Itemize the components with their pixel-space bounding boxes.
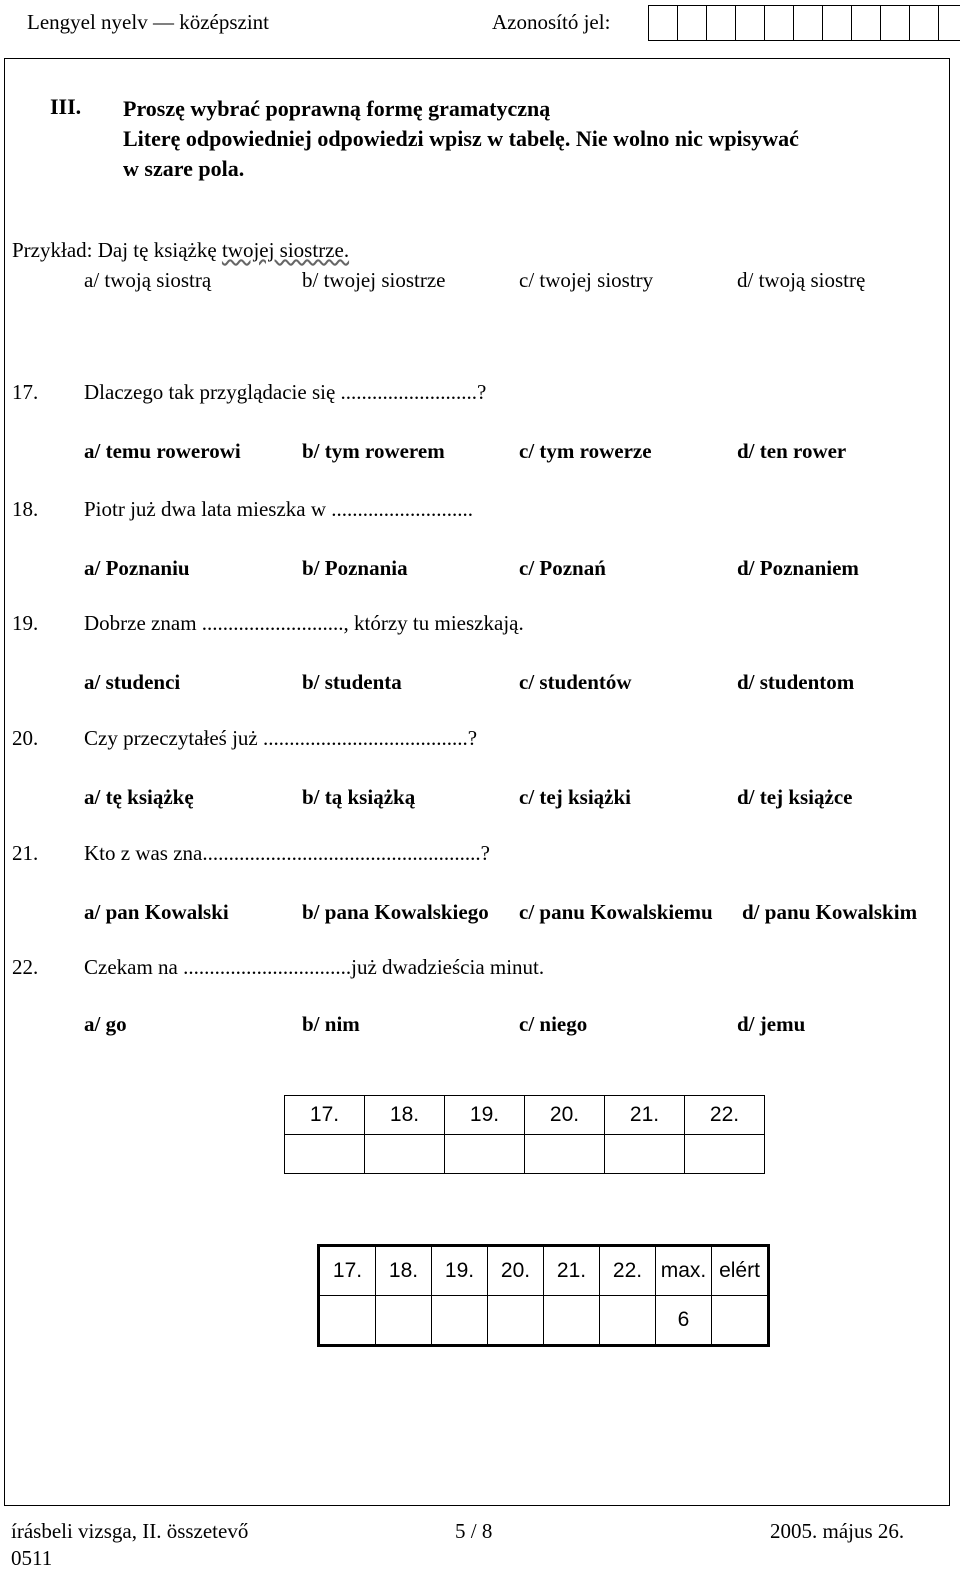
score-value-cell[interactable] [320,1296,376,1345]
score-header-cell: max. [656,1247,712,1296]
example-sentence [12,238,349,263]
answer-option: a/ tę książkę [84,785,194,809]
footer-date: 2005. május 26. [770,1519,905,1543]
answer-table [284,1095,765,1174]
score-header-cell: 19. [432,1247,488,1296]
question-text: Czy przeczytałeś już .......................................? [84,726,478,750]
answer-header-cell: 17. [285,1096,365,1135]
id-box[interactable] [910,6,939,41]
answer-option: a/ studenci [84,670,181,694]
question-number: 17. [12,380,39,404]
footer-code: 0511 [11,1546,53,1570]
id-box[interactable] [823,6,852,41]
section-instructions [123,94,799,184]
instruction-line: Literę odpowiedniej odpowiedzi wpisz w tabelę. Nie wolno nic wpisywać [123,126,799,151]
answer-input-cell[interactable] [285,1135,365,1174]
answer-option: a/ pan Kowalski [84,900,229,924]
score-value-cell[interactable] [712,1296,768,1345]
answer-option: c/ Poznań [519,556,606,580]
score-header-cell: 22. [600,1247,656,1296]
answer-option: d/ jemu [737,1012,806,1036]
answer-option: b/ nim [302,1012,360,1036]
answer-option: c/ studentów [519,670,632,694]
id-box[interactable] [881,6,910,41]
id-box[interactable] [736,6,765,41]
score-value-cell[interactable] [432,1296,488,1345]
answer-header-cell: 21. [605,1096,685,1135]
question-text: Dlaczego tak przyglądacie się ..........................? [84,380,487,404]
score-header-cell: 21. [544,1247,600,1296]
answer-option: c/ tej książki [519,785,631,809]
example-option: d/ twoją siostrę [737,268,866,292]
answer-option: c/ niego [519,1012,588,1036]
question-text: Piotr już dwa lata mieszka w ........................... [84,497,474,521]
question-text: Dobrze znam ..........................., którzy tu mieszkają. [84,611,524,635]
example-option: c/ twojej siostry [519,268,654,292]
id-boxes [648,5,960,41]
answer-header-cell: 20. [525,1096,605,1135]
question-number: 22. [12,955,39,979]
score-header-cell: 18. [376,1247,432,1296]
score-value-cell: 6 [656,1296,712,1345]
id-box[interactable] [852,6,881,41]
answer-input-cell[interactable] [365,1135,445,1174]
answer-option: c/ panu Kowalskiemu [519,900,713,924]
score-header-cell: 20. [488,1247,544,1296]
example-underlined: twojej siostrze. [221,238,350,262]
score-header-cell: 17. [320,1247,376,1296]
answer-option: a/ Poznaniu [84,556,190,580]
answer-option: d/ Poznaniem [737,556,859,580]
id-label: Azonosító jel: [492,10,611,34]
example-option: a/ twoją siostrą [84,268,212,292]
answer-option: a/ temu rowerowi [84,439,241,463]
footer-page: 5 / 8 [455,1519,493,1543]
score-value-cell[interactable] [488,1296,544,1345]
answer-header-cell: 18. [365,1096,445,1135]
answer-option: d/ tej książce [737,785,853,809]
id-box[interactable] [939,6,960,41]
answer-input-cell[interactable] [445,1135,525,1174]
answer-input-cell[interactable] [605,1135,685,1174]
id-box[interactable] [678,6,707,41]
score-table [319,1246,768,1345]
score-value-cell[interactable] [600,1296,656,1345]
id-box[interactable] [707,6,736,41]
instruction-line: Proszę wybrać poprawną formę gramatyczną [123,96,551,121]
section-number: III. [50,94,82,119]
answer-option: b/ tą książką [302,785,416,809]
score-value-cell[interactable] [544,1296,600,1345]
instruction-line: w szare pola. [123,156,245,181]
answer-header-cell: 19. [445,1096,525,1135]
example-prefix: Przykład: Daj tę książkę [12,238,222,262]
question-text: Czekam na ................................już dwadzieścia minut. [84,955,545,979]
id-box[interactable] [649,6,678,41]
score-header-cell: elért [712,1247,768,1296]
answer-option: d/ ten rower [737,439,847,463]
answer-option: a/ go [84,1012,127,1036]
header-title: Lengyel nyelv — középszint [27,10,270,34]
id-box[interactable] [794,6,823,41]
answer-option: c/ tym rowerze [519,439,652,463]
answer-option: d/ panu Kowalskim [742,900,918,924]
answer-input-cell[interactable] [525,1135,605,1174]
id-box[interactable] [765,6,794,41]
question-number: 18. [12,497,39,521]
answer-header-cell: 22. [685,1096,765,1135]
question-text: Kto z was zna.....................................................? [84,841,490,865]
answer-option: b/ tym rowerem [302,439,445,463]
answer-input-cell[interactable] [685,1135,765,1174]
question-number: 19. [12,611,39,635]
question-number: 20. [12,726,39,750]
score-value-cell[interactable] [376,1296,432,1345]
answer-option: d/ studentom [737,670,855,694]
question-number: 21. [12,841,39,865]
answer-option: b/ pana Kowalskiego [302,900,489,924]
answer-option: b/ studenta [302,670,402,694]
answer-option: b/ Poznania [302,556,408,580]
footer-exam: írásbeli vizsga, II. összetevő [11,1519,249,1543]
example-option: b/ twojej siostrze [302,268,446,292]
